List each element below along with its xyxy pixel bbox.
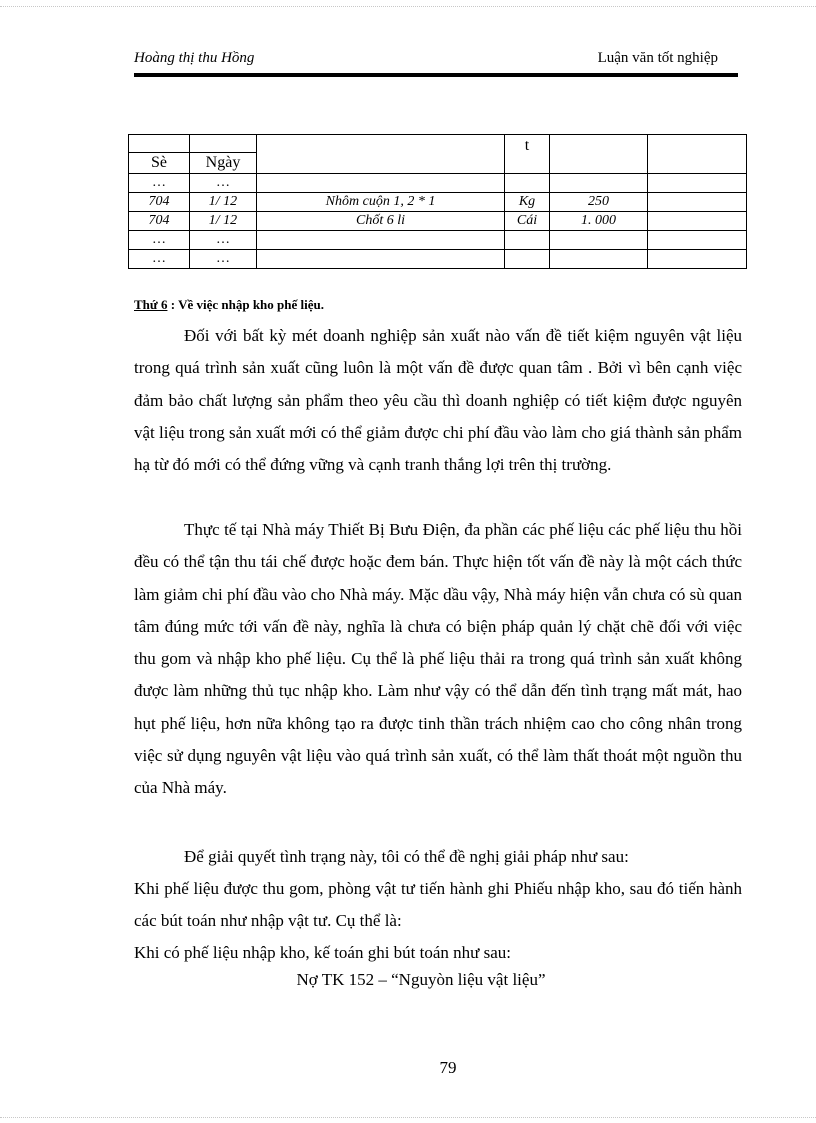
table-cell <box>550 231 648 250</box>
table-cell: 704 <box>129 193 190 212</box>
bottom-page-border <box>0 1117 816 1118</box>
paragraph-2 <box>134 514 742 805</box>
header-doc-type: Luận văn tốt nghiệp <box>597 50 718 66</box>
top-page-border <box>0 6 816 7</box>
table-cell: Nhôm cuộn 1, 2 * 1 <box>257 193 505 212</box>
table-cell <box>648 174 747 193</box>
table-cell: 250 <box>550 193 648 212</box>
table-cell <box>550 250 648 269</box>
table-cell <box>257 135 505 174</box>
table-row <box>129 231 747 250</box>
table-cell <box>129 135 190 153</box>
table-row <box>129 135 747 153</box>
page-number <box>0 1058 816 1078</box>
table-cell <box>648 193 747 212</box>
table-cell <box>505 231 550 250</box>
table-cell: Kg <box>505 193 550 212</box>
table-cell: … <box>190 231 257 250</box>
table-row <box>129 250 747 269</box>
accounting-entry <box>0 970 816 990</box>
header-author: Hoàng thị thu Hồng <box>134 50 255 66</box>
table-cell: 1/ 12 <box>190 212 257 231</box>
header-rule <box>134 73 738 77</box>
paragraph-4 <box>134 873 742 938</box>
table-cell <box>257 250 505 269</box>
section-title: Về việc nhập kho phế liệu. <box>178 297 324 312</box>
table-cell <box>257 174 505 193</box>
paragraph-4-text: Khi phế liệu được thu gom, phòng vật tư tiến hành ghi Phiếu nhập kho, sau đó tiến hành các bút toán như nhập vật tư. Cụ thể là: <box>134 879 742 931</box>
table-cell: Chốt 6 li <box>257 212 505 231</box>
accounting-entry-text: Nợ TK 152 – “Nguyòn liệu vật liệu” <box>296 970 546 989</box>
goods-table <box>128 134 747 269</box>
table-cell <box>257 231 505 250</box>
paragraph-2-text: Thực tế tại Nhà máy Thiết Bị Bưu Điện, đa phần các phế liệu các phế liệu thu hồi đều có thể tận thu tái chế được hoặc đem bán. Thực hiện tốt vấn đề này là một cách thức làm giảm chi phí đầu vào cho Nhà máy. Mặc dầu vậy, Nhà máy hiện vẫn chưa có sù quan tâm đúng mức tới vấn đề này, nghĩa là chưa có biện pháp quản lý chặt chẽ đối với việc thu gom và nhập kho phế liệu. Cụ thể là phế liệu thải ra trong quá trình sản xuất không được làm những thủ tục nhập kho. Làm như vậy có thể dẫn đến tình trạng mất mát, hao hụt phế liệu, hơn nữa không tạo ra được tinh thần trách nhiệm cao cho công nhân trong việc sử dụng nguyên vật liệu vào quá trình sản xuất, có thể làm thất thoát một nguồn thu của Nhà máy. <box>134 520 742 798</box>
paragraph-3-text: Để giải quyết tình trạng này, tôi có thể đề nghị giải pháp như sau: <box>184 847 629 866</box>
table-cell: t <box>505 135 550 174</box>
table-cell: … <box>190 174 257 193</box>
page-number-text: 79 <box>439 1058 457 1077</box>
table-row <box>129 193 747 212</box>
table-cell: 1. 000 <box>550 212 648 231</box>
section-colon: : <box>167 297 179 312</box>
paragraph-3 <box>134 841 742 873</box>
table-cell: Cái <box>505 212 550 231</box>
page-header <box>134 50 738 72</box>
table-cell <box>190 135 257 153</box>
section-heading <box>134 297 324 313</box>
section-number: Thứ 6 <box>134 297 168 312</box>
table-row <box>129 212 747 231</box>
table-cell: 704 <box>129 212 190 231</box>
table-cell: … <box>129 174 190 193</box>
paragraph-1 <box>134 320 742 481</box>
paragraph-5 <box>134 937 742 969</box>
table-cell <box>648 135 747 174</box>
table-cell: … <box>190 250 257 269</box>
table-cell <box>550 174 648 193</box>
table-cell <box>648 250 747 269</box>
table-cell <box>505 250 550 269</box>
table-cell <box>550 135 648 174</box>
paragraph-1-text: Đối với bất kỳ mét doanh nghiệp sản xuất nào vấn đề tiết kiệm nguyên vật liệu trong quá trình sản xuất cũng luôn là một vấn đề được quan tâm . Bởi vì bên cạnh việc đảm bảo chất lượng sản phẩm theo yêu cầu thì doanh nghiệp có tiết kiệm được nguyên vật liệu trong sản xuất mới có thể giảm được chi phí đầu vào làm cho giá thành sản phẩm hạ từ đó mới có thể đứng vững và cạnh tranh thắng lợi trên thị trường. <box>134 326 742 475</box>
table-cell <box>648 212 747 231</box>
table-header-ngay: Ngày <box>190 153 257 174</box>
table-row <box>129 174 747 193</box>
table-cell <box>648 231 747 250</box>
table-cell: … <box>129 231 190 250</box>
table-cell: … <box>129 250 190 269</box>
table-cell: 1/ 12 <box>190 193 257 212</box>
table-cell <box>505 174 550 193</box>
paragraph-5-text: Khi có phế liệu nhập kho, kế toán ghi bút toán như sau: <box>134 943 512 962</box>
table-header-so: Sè <box>129 153 190 174</box>
